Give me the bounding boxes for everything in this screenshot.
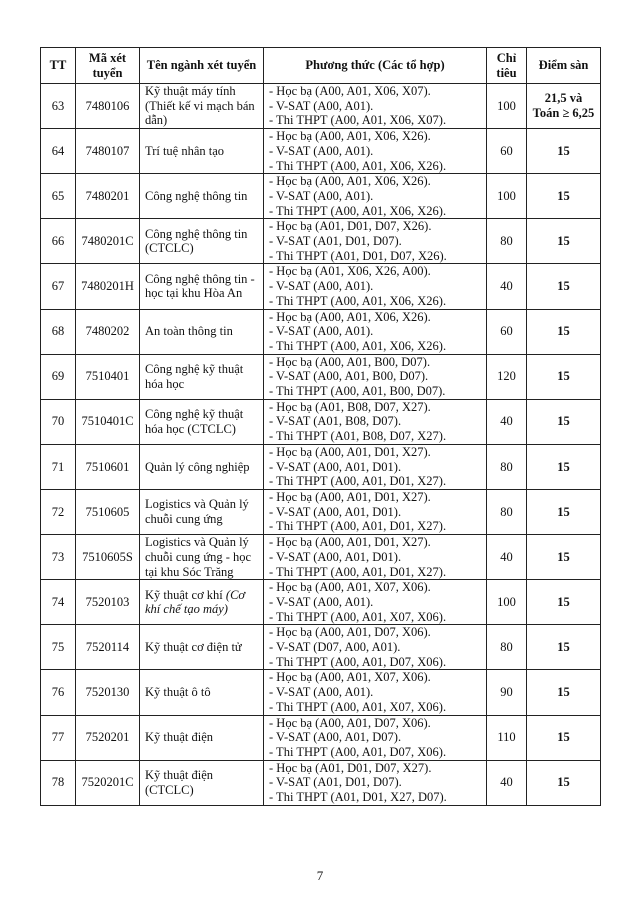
cell-score: 15 bbox=[527, 264, 601, 309]
admission-table bbox=[40, 47, 601, 806]
table-header-row bbox=[41, 48, 601, 84]
cell-quota: 100 bbox=[487, 84, 527, 129]
cell-name bbox=[140, 670, 264, 715]
cell-score: 15 bbox=[527, 174, 601, 219]
cell-score: 15 bbox=[527, 444, 601, 489]
cell-code: 7480201C bbox=[76, 219, 140, 264]
header-quota: Chỉ tiêu bbox=[487, 48, 527, 84]
cell-tt: 78 bbox=[41, 760, 76, 805]
cell-name bbox=[140, 354, 264, 399]
program-name: Kỹ thuật điện bbox=[145, 730, 214, 745]
cell-method: - Học bạ (A00, A01, D07, X06). - V-SAT (D07, A00, A01). - Thi THPT (A00, A01, D07, X06). bbox=[264, 625, 487, 670]
table-row bbox=[41, 174, 601, 219]
cell-name bbox=[140, 444, 264, 489]
cell-score: 15 bbox=[527, 129, 601, 174]
cell-code: 7480107 bbox=[76, 129, 140, 174]
cell-code: 7480106 bbox=[76, 84, 140, 129]
table-row bbox=[41, 670, 601, 715]
cell-name bbox=[140, 309, 264, 354]
cell-quota: 40 bbox=[487, 264, 527, 309]
cell-score: 15 bbox=[527, 580, 601, 625]
program-name: Kỹ thuật điện (CTCLC) bbox=[145, 767, 214, 797]
table-row bbox=[41, 219, 601, 264]
table-row bbox=[41, 580, 601, 625]
cell-quota: 80 bbox=[487, 625, 527, 670]
program-name: Công nghệ thông tin bbox=[145, 188, 248, 203]
cell-score: 15 bbox=[527, 489, 601, 534]
cell-quota: 40 bbox=[487, 760, 527, 805]
cell-code: 7510605 bbox=[76, 489, 140, 534]
cell-tt: 66 bbox=[41, 219, 76, 264]
program-name: An toàn thông tin bbox=[145, 324, 233, 339]
header-name: Tên ngành xét tuyển bbox=[140, 48, 264, 84]
cell-score: 15 bbox=[527, 399, 601, 444]
cell-code: 7510401 bbox=[76, 354, 140, 399]
cell-method: - Học bạ (A00, A01, D07, X06). - V-SAT (A00, A01, D07). - Thi THPT (A00, A01, D07, X06). bbox=[264, 715, 487, 760]
program-name-note: (Cơ khí chế tạo máy) bbox=[145, 587, 246, 617]
cell-code: 7520114 bbox=[76, 625, 140, 670]
program-name: Kỹ thuật cơ điện tử bbox=[145, 640, 242, 655]
program-name: Công nghệ kỹ thuật hóa học bbox=[145, 362, 244, 391]
cell-tt: 70 bbox=[41, 399, 76, 444]
cell-quota: 110 bbox=[487, 715, 527, 760]
cell-method: - Học bạ (A00, A01, X06, X26). - V-SAT (A00, A01). - Thi THPT (A00, A01, X06, X26). bbox=[264, 309, 487, 354]
cell-name bbox=[140, 580, 264, 625]
cell-tt: 74 bbox=[41, 580, 76, 625]
table-row bbox=[41, 489, 601, 534]
program-name: Công nghệ kỹ thuật hóa học (CTCLC) bbox=[145, 407, 244, 436]
cell-method: - Học bạ (A00, A01, X07, X06). - V-SAT (A00, A01). - Thi THPT (A00, A01, X07, X06). bbox=[264, 580, 487, 625]
cell-name bbox=[140, 264, 264, 309]
cell-tt: 75 bbox=[41, 625, 76, 670]
cell-quota: 120 bbox=[487, 354, 527, 399]
program-name: Công nghệ thông tin - học tại khu Hòa An bbox=[145, 271, 255, 301]
cell-code: 7480201 bbox=[76, 174, 140, 219]
cell-score: 15 bbox=[527, 625, 601, 670]
cell-quota: 80 bbox=[487, 489, 527, 534]
table-row bbox=[41, 625, 601, 670]
cell-method: - Học bạ (A01, D01, D07, X26). - V-SAT (A01, D01, D07). - Thi THPT (A01, D01, D07, X26). bbox=[264, 219, 487, 264]
cell-code: 7520201 bbox=[76, 715, 140, 760]
table-row bbox=[41, 715, 601, 760]
table-row bbox=[41, 444, 601, 489]
program-name: Logistics và Quản lý chuỗi cung ứng bbox=[145, 497, 249, 527]
table-row bbox=[41, 354, 601, 399]
cell-name bbox=[140, 129, 264, 174]
program-name: Logistics và Quản lý chuỗi cung ứng - học tại khu Sóc Trăng bbox=[145, 535, 252, 579]
header-tt: TT bbox=[41, 48, 76, 84]
cell-quota: 80 bbox=[487, 444, 527, 489]
program-name: Quản lý công nghiệp bbox=[145, 459, 250, 474]
cell-name bbox=[140, 399, 264, 444]
program-name: Kỹ thuật cơ khí bbox=[145, 587, 226, 602]
cell-method: - Học bạ (A00, A01, X07, X06). - V-SAT (A00, A01). - Thi THPT (A00, A01, X07, X06). bbox=[264, 670, 487, 715]
cell-method: - Học bạ (A00, A01, D01, X27). - V-SAT (A00, A01, D01). - Thi THPT (A00, A01, D01, X27). bbox=[264, 535, 487, 580]
cell-method: - Học bạ (A01, D01, D07, X27). - V-SAT (A01, D01, D07). - Thi THPT (A01, D01, X27, D07). bbox=[264, 760, 487, 805]
cell-tt: 72 bbox=[41, 489, 76, 534]
cell-tt: 77 bbox=[41, 715, 76, 760]
cell-name bbox=[140, 715, 264, 760]
cell-name bbox=[140, 219, 264, 264]
cell-code: 7510401C bbox=[76, 399, 140, 444]
cell-code: 7510601 bbox=[76, 444, 140, 489]
cell-score: 15 bbox=[527, 354, 601, 399]
cell-code: 7520103 bbox=[76, 580, 140, 625]
table-row bbox=[41, 399, 601, 444]
cell-name bbox=[140, 760, 264, 805]
page-number: 7 bbox=[316, 868, 324, 883]
table-row bbox=[41, 535, 601, 580]
cell-tt: 73 bbox=[41, 535, 76, 580]
program-name: Trí tuệ nhân tạo bbox=[145, 143, 225, 158]
table-row bbox=[41, 129, 601, 174]
cell-name bbox=[140, 174, 264, 219]
cell-name bbox=[140, 625, 264, 670]
cell-tt: 76 bbox=[41, 670, 76, 715]
table-row bbox=[41, 309, 601, 354]
cell-quota: 90 bbox=[487, 670, 527, 715]
cell-tt: 69 bbox=[41, 354, 76, 399]
cell-score: 15 bbox=[527, 535, 601, 580]
cell-score: 15 bbox=[527, 309, 601, 354]
header-method: Phương thức (Các tổ hợp) bbox=[264, 48, 487, 84]
cell-name bbox=[140, 84, 264, 129]
cell-method: - Học bạ (A00, A01, D01, X27). - V-SAT (A00, A01, D01). - Thi THPT (A00, A01, D01, X27). bbox=[264, 444, 487, 489]
cell-method: - Học bạ (A01, B08, D07, X27). - V-SAT (A01, B08, D07). - Thi THPT (A01, B08, D07, X27). bbox=[264, 399, 487, 444]
cell-method: - Học bạ (A00, A01, X06, X07). - V-SAT (A00, A01). - Thi THPT (A00, A01, X06, X07). bbox=[264, 84, 487, 129]
program-name: Kỹ thuật máy tính (Thiết kế vi mạch bán dẫn) bbox=[145, 84, 255, 128]
cell-tt: 68 bbox=[41, 309, 76, 354]
table-row bbox=[41, 84, 601, 129]
cell-quota: 60 bbox=[487, 309, 527, 354]
cell-tt: 64 bbox=[41, 129, 76, 174]
cell-quota: 60 bbox=[487, 129, 527, 174]
cell-score: 15 bbox=[527, 219, 601, 264]
program-name: Công nghệ thông tin (CTCLC) bbox=[145, 226, 248, 256]
cell-method: - Học bạ (A00, A01, D01, X27). - V-SAT (A00, A01, D01). - Thi THPT (A00, A01, D01, X27). bbox=[264, 489, 487, 534]
cell-score: 15 bbox=[527, 715, 601, 760]
cell-name bbox=[140, 535, 264, 580]
cell-score: 15 bbox=[527, 760, 601, 805]
cell-method: - Học bạ (A01, X06, X26, A00). - V-SAT (A00, A01). - Thi THPT (A00, A01, X06, X26). bbox=[264, 264, 487, 309]
table-row bbox=[41, 760, 601, 805]
table-row bbox=[41, 264, 601, 309]
cell-method: - Học bạ (A00, A01, X06, X26). - V-SAT (A00, A01). - Thi THPT (A00, A01, X06, X26). bbox=[264, 174, 487, 219]
cell-quota: 40 bbox=[487, 535, 527, 580]
cell-quota: 100 bbox=[487, 174, 527, 219]
cell-tt: 63 bbox=[41, 84, 76, 129]
cell-code: 7480201H bbox=[76, 264, 140, 309]
header-code: Mã xét tuyển bbox=[76, 48, 140, 84]
cell-quota: 100 bbox=[487, 580, 527, 625]
program-name: Kỹ thuật ô tô bbox=[145, 685, 211, 700]
cell-method: - Học bạ (A00, A01, B00, D07). - V-SAT (A00, A01, B00, D07). - Thi THPT (A00, A01, B00, D07). bbox=[264, 354, 487, 399]
cell-quota: 80 bbox=[487, 219, 527, 264]
cell-tt: 71 bbox=[41, 444, 76, 489]
cell-score: 15 bbox=[527, 670, 601, 715]
cell-code: 7520130 bbox=[76, 670, 140, 715]
cell-code: 7510605S bbox=[76, 535, 140, 580]
cell-tt: 67 bbox=[41, 264, 76, 309]
cell-code: 7480202 bbox=[76, 309, 140, 354]
cell-score: 21,5 và Toán ≥ 6,25 bbox=[527, 84, 601, 129]
cell-method: - Học bạ (A00, A01, X06, X26). - V-SAT (A00, A01). - Thi THPT (A00, A01, X06, X26). bbox=[264, 129, 487, 174]
header-score: Điểm sàn bbox=[527, 48, 601, 84]
cell-code: 7520201C bbox=[76, 760, 140, 805]
cell-quota: 40 bbox=[487, 399, 527, 444]
cell-name bbox=[140, 489, 264, 534]
cell-tt: 65 bbox=[41, 174, 76, 219]
